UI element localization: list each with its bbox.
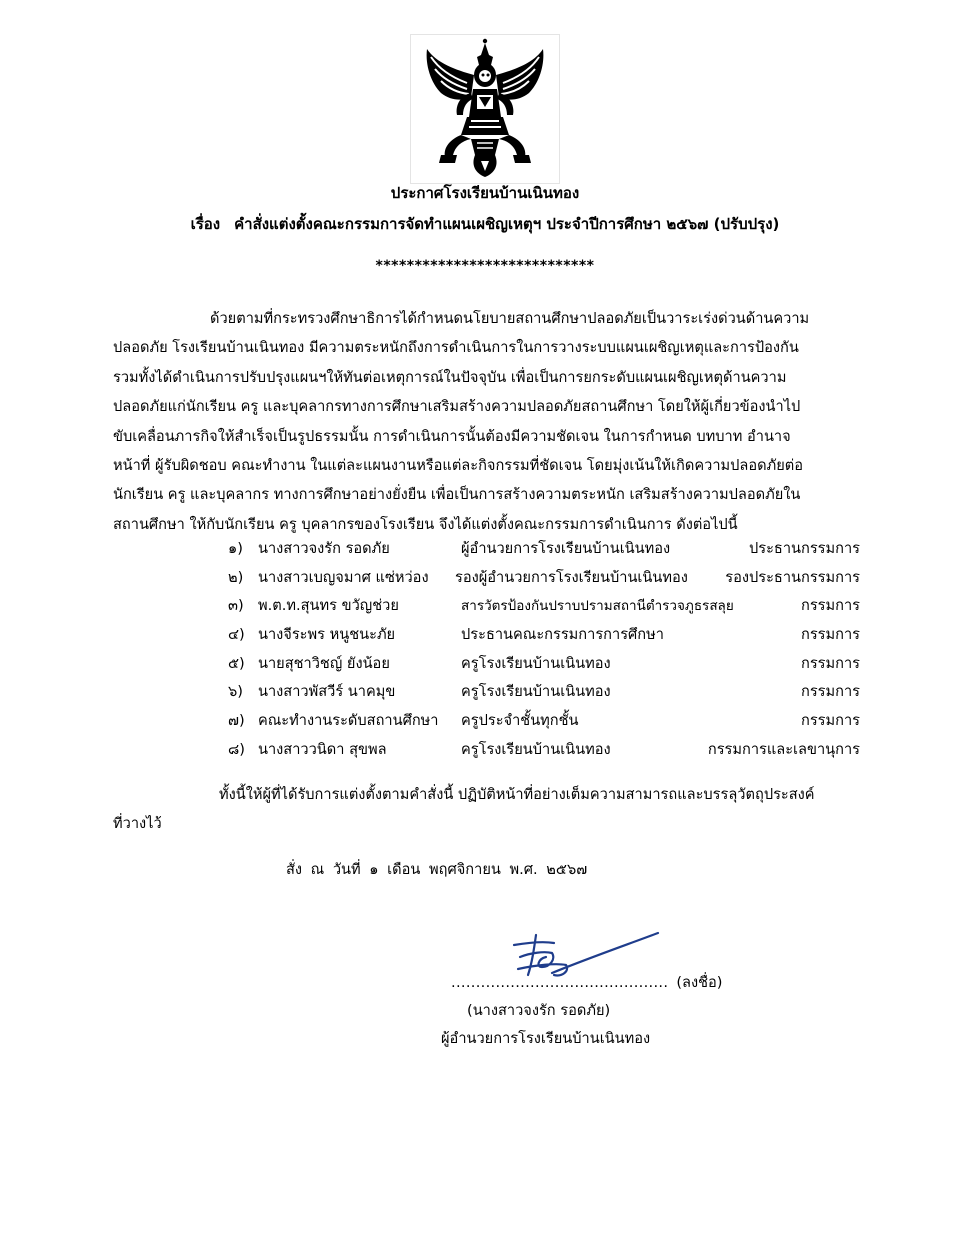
member-number: ๑) [228,540,243,557]
document-title: ประกาศโรงเรียนบ้านเนินทอง [390,184,580,202]
signature-dots: ............................................ [451,974,669,991]
member-position: ประธานคณะกรรมการการศึกษา [461,626,664,644]
member-position: ครูโรงเรียนบ้านเนินทอง [461,683,611,701]
member-role: กรรมการ [800,597,860,615]
member-number: ๔) [228,626,245,644]
committee-member-row [228,621,860,650]
member-name: พ.ต.ท.สุนทร ขวัญช่วย [258,597,399,615]
committee-member-row [228,535,860,564]
paragraph-line: ปลอดภัยแก่นักเรียน ครู และบุคลากรทางการศึกษาเสริมสร้างความปลอดภัยสถานศึกษา โดยให้ผู้เกี่ยวข้องนำไป [113,398,801,416]
paragraph-line: ด้วยตามที่กระทรวงศึกษาธิการได้กำหนดนโยบายสถานศึกษาปลอดภัยเป็นวาระเร่งด่วนด้านความ [210,310,810,327]
subject-label: เรื่อง [190,215,221,233]
signature-line [451,971,722,995]
paragraph-line: ทั้งนี้ให้ผู้ที่ได้รับการแต่งตั้งตามคำสั่งนี้ ปฏิบัติหน้าที่อย่างเต็มความสามารถและบรรลุวัตถุประสงค์ [219,786,815,803]
paragraph-line: รวมทั้งได้ดำเนินการปรับปรุงแผนฯให้ทันต่อเหตุการณ์ในปัจจุบัน เพื่อเป็นการยกระดับแผนเผชิญเหตุด้านความ [113,368,787,386]
member-name: คณะทำงานระดับสถานศึกษา [258,712,439,730]
paragraph-line: ที่วางไว้ [113,815,162,833]
member-number: ๒) [228,568,244,586]
member-role: กรรมการและเลขานุการ [707,740,860,758]
member-number: ๓) [228,597,244,615]
subject-text: คำสั่งแต่งตั้งคณะกรรมการจัดทำแผนเผชิญเหตุฯ ประจำปีการศึกษา ๒๕๖๗ (ปรับปรุง) [234,215,780,233]
paragraph-line: นักเรียน ครู และบุคลากร ทางการศึกษาอย่างยั่งยืน เพื่อเป็นการสร้างความตระหนัก เสริมสร้างความปลอดภัยใน [113,486,801,504]
member-position: ครูประจำชั้นทุกชั้น [461,712,579,730]
committee-member-row [228,650,860,679]
member-position: ครูโรงเรียนบ้านเนินทอง [461,740,611,758]
member-name: นางสาวเบญจมาศ แซ่หว่อง [258,568,429,586]
member-name: นางจีระพร หนูชนะภัย [258,626,396,644]
member-role: กรรมการ [800,712,860,730]
member-position: ผู้อำนวยการโรงเรียนบ้านเนินทอง [461,540,671,557]
member-number: ๗) [228,712,245,730]
sign-label: (ลงชื่อ) [676,974,723,991]
member-role: รองประธานกรรมการ [725,568,860,586]
committee-member-row [228,592,860,621]
garuda-emblem-icon [410,34,560,184]
committee-member-row [228,736,860,765]
separator-line: **************************** [375,258,595,274]
signer-name: (นางสาวจงรัก รอดภัย) [467,1002,611,1019]
member-role: ประธานกรรมการ [748,540,860,557]
committee-member-row [228,564,860,593]
member-name: นางสาวพัสวีร์ นาคมุข [258,683,396,701]
member-position: รองผู้อำนวยการโรงเรียนบ้านเนินทอง [455,568,688,586]
paragraph-line: หน้าที่ ผู้รับผิดชอบ คณะทำงาน ในแต่ละแผนงานหรือแต่ละกิจกรรมที่ชัดเจน โดยมุ่งเน้นให้เกิดความปลอดภัยต่อ [113,456,803,474]
committee-list [228,535,860,765]
member-role: กรรมการ [800,626,860,644]
member-role: กรรมการ [800,683,860,701]
member-position: ครูโรงเรียนบ้านเนินทอง [461,654,611,672]
document-subject [0,213,970,235]
member-number: ๖) [228,683,243,701]
paragraph-line: สถานศึกษา ให้กับนักเรียน ครู บุคลากรของโรงเรียน จึงได้แต่งตั้งคณะกรรมการดำเนินการ ดังต่อไปนี้ [113,515,738,533]
member-position: สารวัตรป้องกันปราบปรามสถานีตำรวจภูธรสลุย [461,598,734,615]
member-name: นายสุชาวิชญ์ ยังน้อย [258,654,390,672]
paragraph-line: ปลอดภัย โรงเรียนบ้านเนินทอง มีความตระหนักถึงการดำเนินการในการวางระบบแผนเผชิญเหตุและการป้องกัน [113,339,799,357]
signer-position: ผู้อำนวยการโรงเรียนบ้านเนินทอง [441,1030,651,1047]
member-name: นางสาววนิดา สุขพล [258,740,387,758]
closing-paragraph [113,780,860,839]
member-number: ๘) [228,740,245,758]
committee-member-row [228,678,860,707]
member-number: ๕) [228,654,245,672]
intro-paragraph [113,304,860,539]
member-name: นางสาวจงรัก รอดภัย [258,540,390,557]
member-role: กรรมการ [800,654,860,672]
paragraph-line: ขับเคลื่อนภารกิจให้สำเร็จเป็นรูปธรรมนั้น การดำเนินการนั้นต้องมีความชัดเจน ในการกำหนด บทบาท อำนาจ [113,427,791,445]
committee-member-row [228,707,860,736]
date-line: สั่ง ณ วันที่ ๑ เดือน พฤศจิกายน พ.ศ. ๒๕๖๗ [286,861,588,878]
